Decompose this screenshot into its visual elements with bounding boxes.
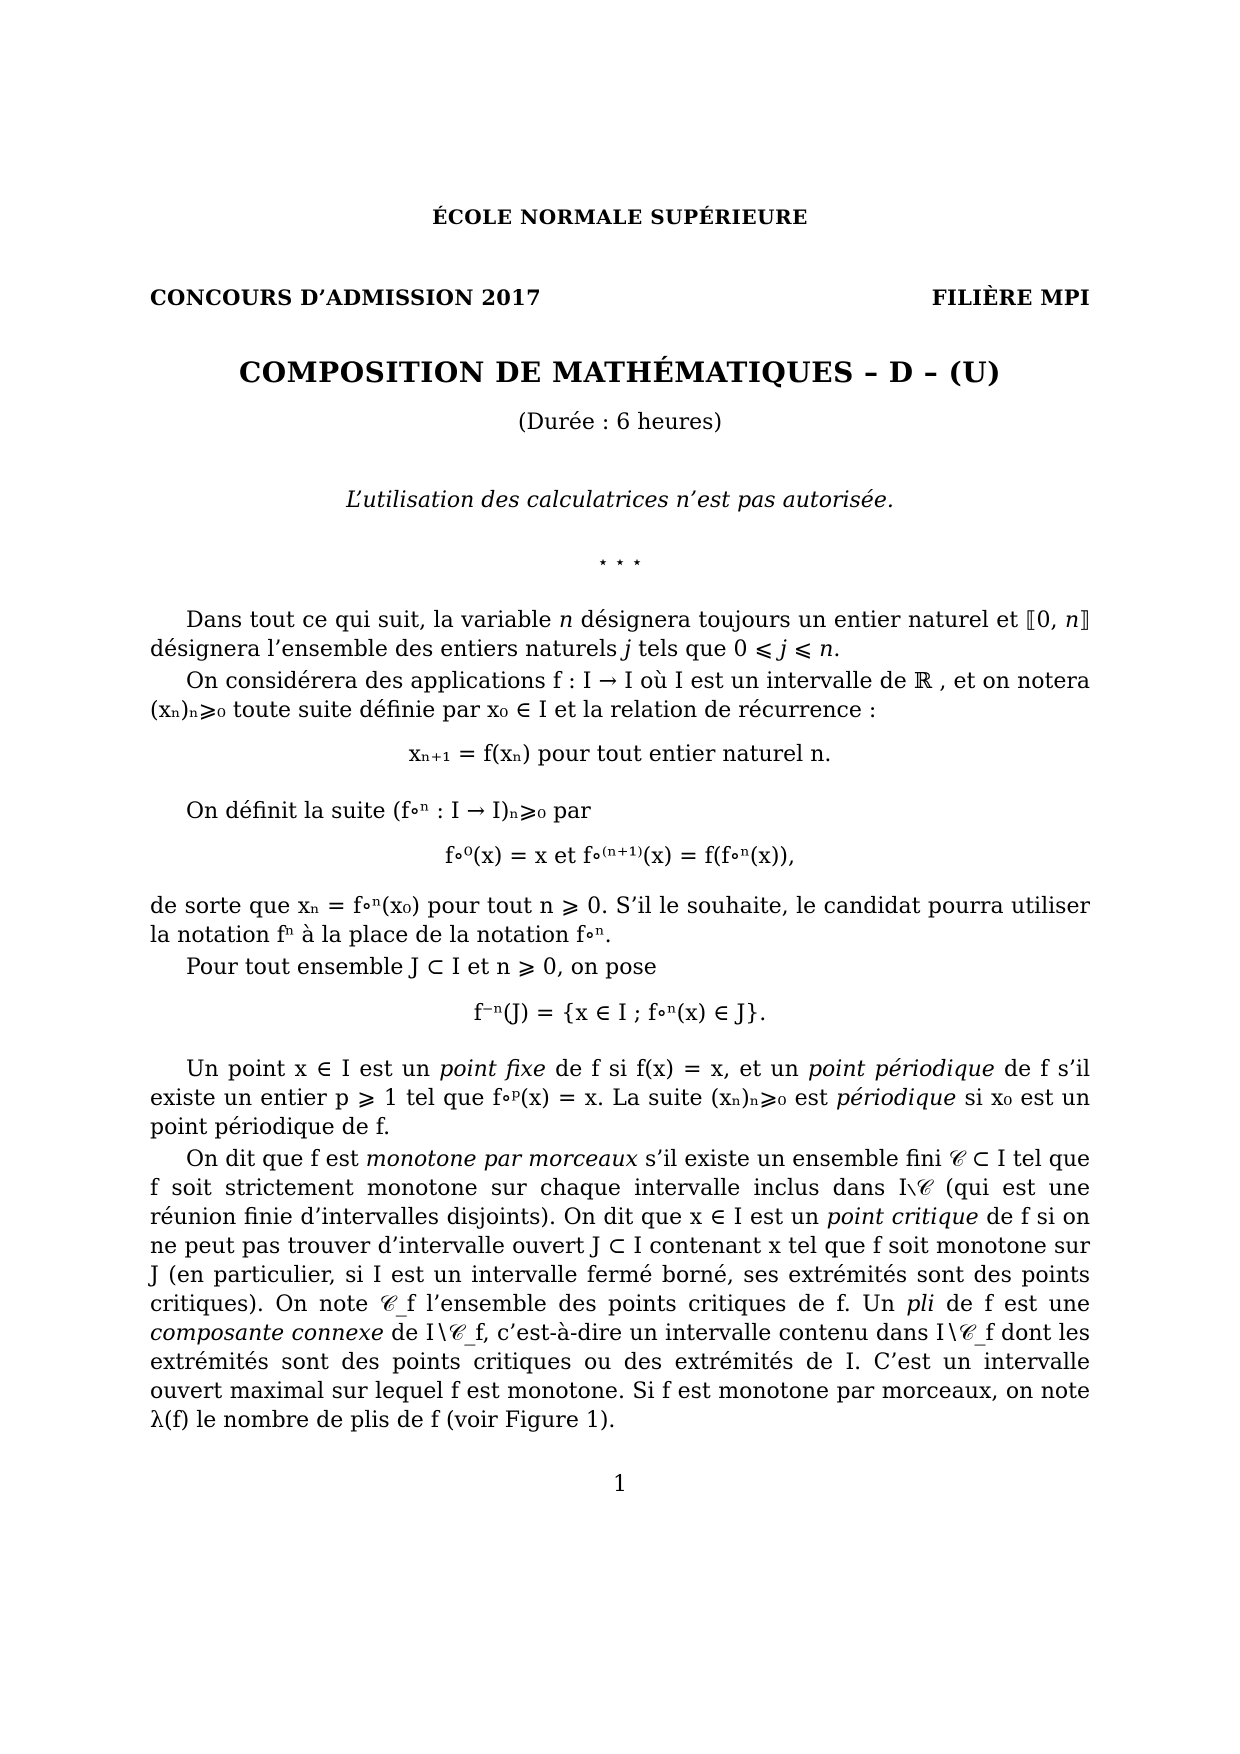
paragraph-4: de sorte que xₙ = f∘ⁿ(x₀) pour tout n ⩾ 0. S’il le souhaite, le candidat pourra utiliser la notation fⁿ à la place de la notation f∘ⁿ. — [150, 894, 1090, 948]
equation-iterates: f∘⁰(x) = x et f∘⁽ⁿ⁺¹⁾(x) = f(f∘ⁿ(x)), — [445, 844, 795, 869]
composition-title: COMPOSITION DE MATHÉMATIQUES – D – (U) — [239, 356, 1001, 389]
calculator-notice: L’utilisation des calculatrices n’est pas autorisée. — [346, 488, 894, 513]
duration: (Durée : 6 heures) — [517, 410, 723, 435]
filiere-label: FILIÈRE MPI — [931, 285, 1090, 310]
term-pli: pli — [906, 1292, 935, 1317]
term-monotone-par-morceaux: monotone par morceaux — [365, 1147, 638, 1172]
paragraph-3: On définit la suite (f∘ⁿ : I → I)ₙ⩾₀ par — [186, 799, 591, 824]
term-point-fixe: point fixe — [439, 1057, 546, 1082]
term-periodique: périodique — [836, 1086, 957, 1111]
equation-recurrence: xₙ₊₁ = f(xₙ) pour tout entier naturel n. — [408, 742, 832, 767]
paragraph-1: Dans tout ce qui suit, la variable n désignera toujours un entier naturel et ⟦0, n⟧ désignera l’ensemble des entiers naturels j tels que 0 ⩽ j ⩽ n. — [150, 608, 1091, 662]
term-point-critique: point critique — [826, 1205, 979, 1230]
paragraph-7: On dit que f est monotone par morceaux s’il existe un ensemble fini 𝒞 ⊂ I tel que f soit strictement monotone sur chaque intervalle inclus dans I∖𝒞 (qui est une réunion finie d’intervalles disjoints). On dit que x ∈ I est un point critique de f si on ne peut pas trouver d’intervalle ouvert J ⊂ I contenant x tel que f soit monotone sur J (en particulier, si I est un intervalle fermé borné, ses extrémités sont des points critiques). On note 𝒞_f l’ensemble des points critiques de f. Un pli de f est une composante connexe de I∖𝒞_f, c’est-à-dire un intervalle contenu dans I∖𝒞_f dont les extrémités sont des points critiques ou des extrémités de I. C’est un intervalle ouvert maximal sur lequel f est monotone. Si f est monotone par morceaux, on note λ(f) le nombre de plis de f (voir Figure 1). — [150, 1147, 1091, 1433]
term-point-periodique: point périodique — [807, 1057, 995, 1082]
paragraph-5: Pour tout ensemble J ⊂ I et n ⩾ 0, on pose — [186, 955, 657, 980]
paragraph-6: Un point x ∈ I est un point fixe de f si f(x) = x, et un point périodique de f s’il existe un entier p ⩾ 1 tel que f∘ᵖ(x) = x. La suite (xₙ)ₙ⩾₀ est périodique si x₀ est un point périodique de f. — [150, 1057, 1091, 1140]
term-composante-connexe: composante connexe — [150, 1321, 384, 1346]
school-name: ÉCOLE NORMALE SUPÉRIEURE — [432, 205, 808, 229]
page-number: 1 — [613, 1472, 627, 1497]
concours-label: CONCOURS D’ADMISSION 2017 — [150, 285, 541, 310]
header-row — [150, 285, 1090, 310]
equation-preimage: f⁻ⁿ(J) = {x ∈ I ; f∘ⁿ(x) ∈ J}. — [473, 1001, 767, 1026]
paragraph-2: On considérera des applications f : I → I où I est un intervalle de ℝ , et on notera (xₙ)ₙ⩾₀ toute suite définie par x₀ ∈ I et la relation de récurrence : — [150, 669, 1090, 723]
separator-stars: ⋆ ⋆ ⋆ — [597, 552, 643, 573]
